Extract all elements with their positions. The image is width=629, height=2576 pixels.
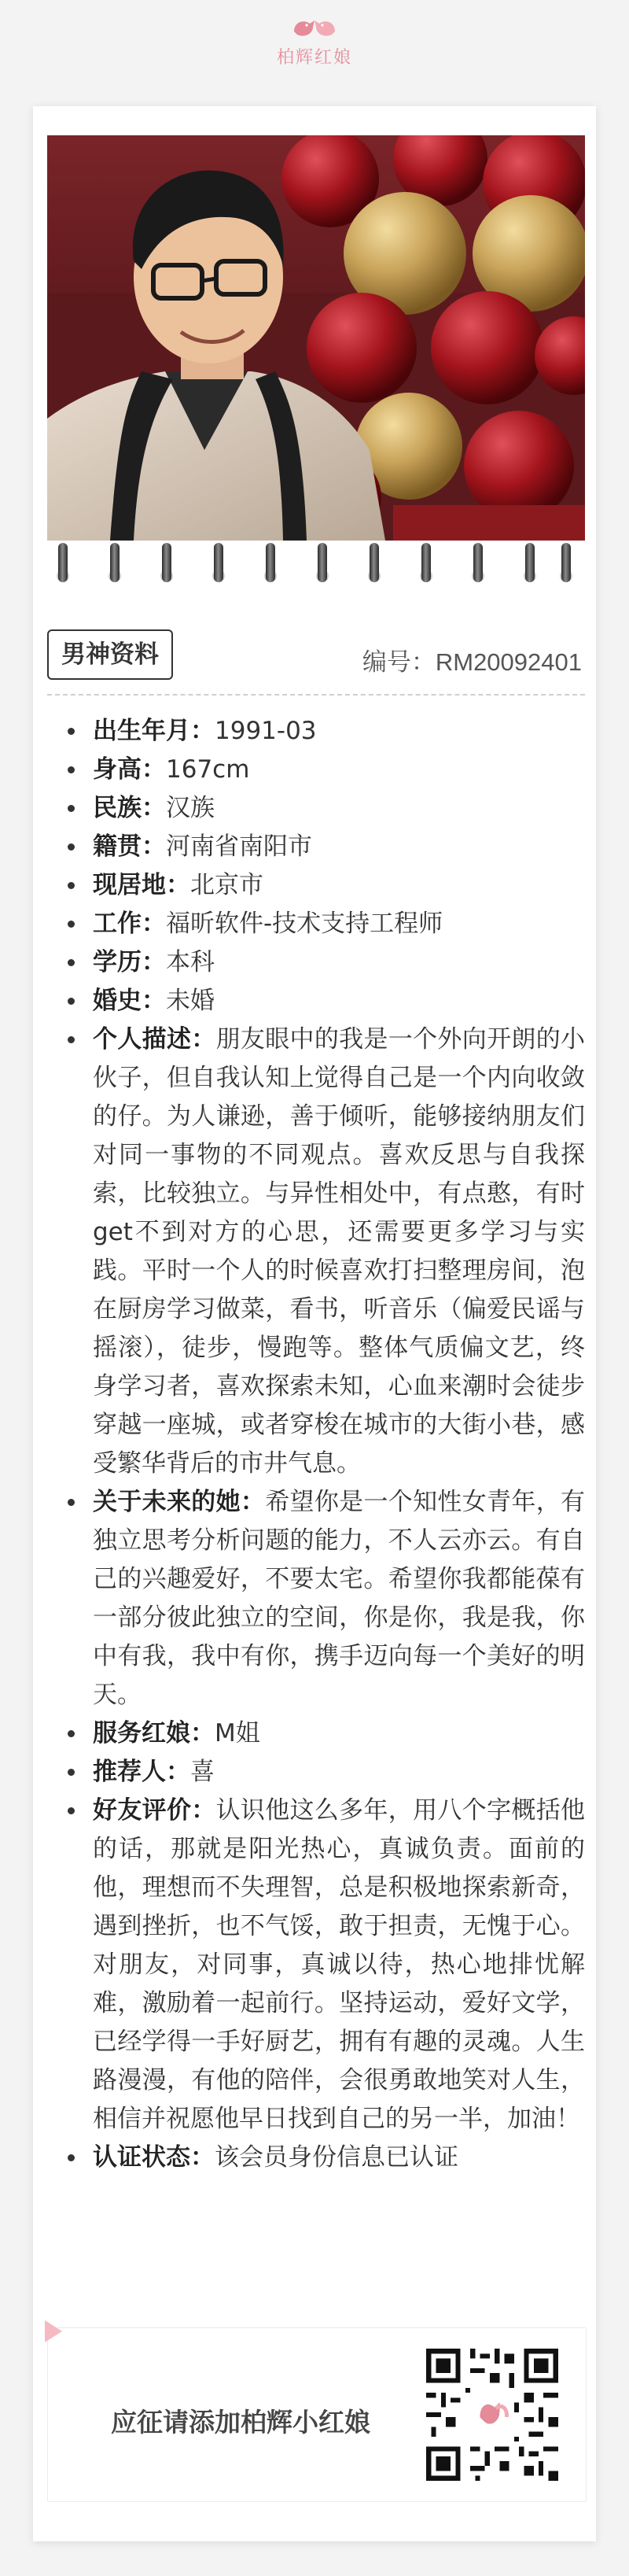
profile-info-list (47, 712, 585, 2177)
info-label: 关于未来的她： (93, 1488, 266, 1516)
binder-ring (558, 543, 574, 590)
binder-ring (263, 543, 278, 590)
info-hometown (47, 828, 585, 866)
binder-ring (211, 543, 226, 590)
binder-rings (55, 543, 574, 598)
info-education (47, 943, 585, 982)
binder-ring (55, 543, 71, 590)
info-residence (47, 866, 585, 905)
info-job (47, 905, 585, 943)
info-label: 现居地： (93, 871, 190, 899)
info-value: M姐 (215, 1719, 260, 1747)
brand-logo-text: 柏辉红娘 (276, 48, 352, 68)
binder-ring (522, 543, 538, 590)
info-label: 婚史： (93, 987, 166, 1015)
info-label: 个人描述： (93, 1025, 216, 1054)
info-value: 希望你是一个知性女青年，有独立思考分析问题的能力，不人云亦云。有自己的兴趣爱好，不要太宅。希望你我都能葆有一部分彼此独立的空间，你是你，我是我，你中有我，我中有你，携手迈向每一个美好的明天。 (93, 1488, 586, 1709)
info-label: 学历： (93, 948, 166, 976)
info-referrer (47, 1753, 585, 1792)
binder-ring (366, 543, 382, 590)
info-label: 籍贯： (93, 832, 166, 861)
info-marital (47, 982, 585, 1020)
info-value: 认识他这么多年，用八个字概括他的话，那就是阳光热心，真诚负责。面前的他，理想而不失理智，总是积极地探索新奇，遇到挫折，也不气馁，敢于担责，无愧于心。对朋友，对同事，真诚以待，热心地排忧解难，激励着一起前行。坚持运动，爱好文学，已经学得一手好厨艺，拥有有趣的灵魂。人生路漫漫，有他的陪伴，会很勇敢地笑对人生，相信并祝愿他早日找到自己的另一半，加油！ (93, 1796, 586, 2133)
info-value: 福昕软件-技术支持工程师 (166, 910, 443, 938)
profile-badge: 男神资料 (47, 629, 173, 680)
info-verification (47, 2139, 585, 2177)
info-height (47, 751, 585, 789)
triangle-marker-icon (45, 2320, 62, 2342)
info-value: 该会员身份信息已认证 (215, 2143, 458, 2172)
contact-box (47, 2327, 587, 2502)
profile-photo[interactable] (47, 135, 585, 541)
info-value: 本科 (166, 948, 215, 976)
info-value: 北京市 (190, 871, 263, 899)
info-description (47, 1020, 585, 1483)
info-label: 好友评价： (93, 1796, 216, 1825)
info-matchmaker (47, 1714, 585, 1753)
dashed-divider (47, 694, 585, 696)
info-value: 未婚 (166, 987, 215, 1015)
info-label: 认证状态： (93, 2143, 215, 2172)
qr-code[interactable] (421, 2344, 563, 2486)
info-label: 民族： (93, 794, 166, 822)
binder-ring (159, 543, 175, 590)
info-label: 出生年月： (93, 717, 215, 745)
portrait-illustration (47, 135, 585, 541)
info-value: 汉族 (166, 794, 215, 822)
info-value: 河南省南阳市 (166, 832, 312, 861)
info-label: 工作： (93, 910, 166, 938)
profile-code-label: 编号： (362, 648, 436, 677)
info-ideal-partner (47, 1483, 585, 1714)
binder-ring (470, 543, 486, 590)
info-friend-review (47, 1792, 585, 2139)
profile-code (362, 642, 582, 677)
binder-ring (314, 543, 330, 590)
info-label: 服务红娘： (93, 1719, 215, 1747)
profile-code-value: RM20092401 (435, 648, 582, 676)
info-value: 朋友眼中的我是一个外向开朗的小伙子，但自我认知上觉得自己是一个内向收敛的仔。为人谦逊，善于倾听，能够接纳朋友们对同一事物的不同观点。喜欢反思与自我探索，比较独立。与异性相处中，有点憨，有时get不到对方的心思，还需要更多学习与实践。平时一个人的时候喜欢打扫整理房间，泡在厨房学习做菜，看书，听音乐（偏爱民谣与摇滚），徒步，慢跑等。整体气质偏文艺，终身学习者，喜欢探索未知，心血来潮时会徒步穿越一座城，或者穿梭在城市的大街小巷，感受繁华背后的市井气息。 (93, 1025, 586, 1478)
info-value: 167cm (166, 755, 250, 784)
info-value: 1991-03 (215, 717, 317, 745)
binder-ring (418, 543, 434, 590)
info-ethnicity (47, 789, 585, 828)
info-label: 身高： (93, 755, 166, 784)
binder-ring (107, 543, 123, 590)
info-label: 推荐人： (93, 1758, 190, 1786)
info-birth (47, 712, 585, 751)
birds-icon (291, 14, 338, 42)
contact-cta: 应征请添加柏辉小红娘 (111, 2407, 370, 2438)
info-value: 喜 (190, 1758, 215, 1786)
brand-logo (0, 14, 629, 68)
